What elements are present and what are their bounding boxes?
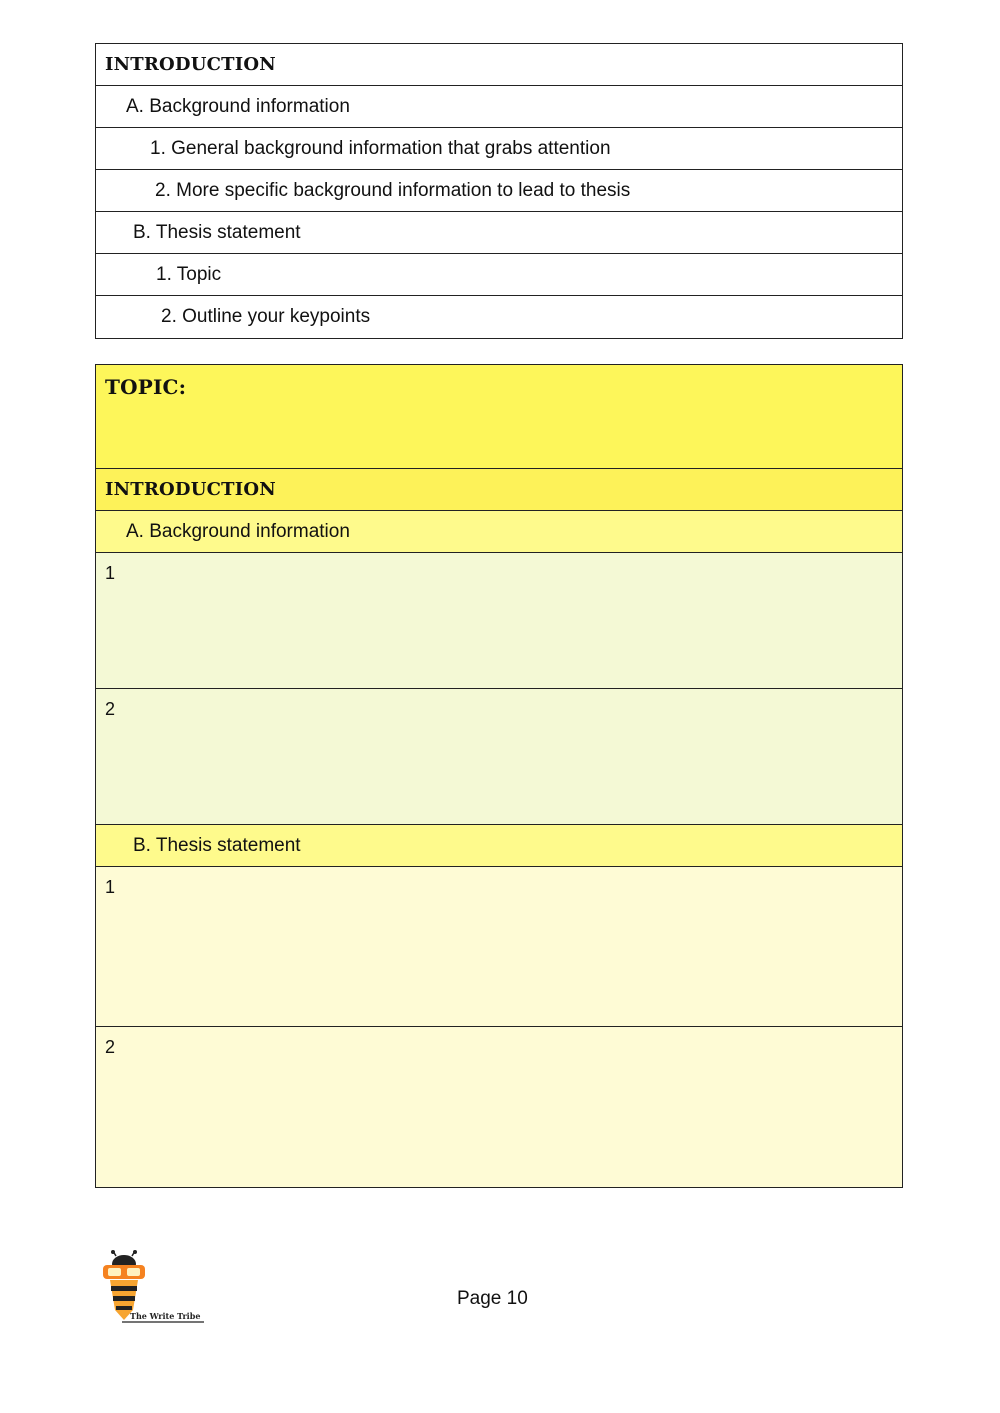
thesis-label: B. Thesis statement [96, 825, 902, 867]
outline-row-general-background: 1. General background information that grabs attention [96, 128, 902, 170]
thesis-field-1[interactable] [96, 867, 902, 1027]
background-item-number: 1 [105, 563, 116, 583]
outline-row-thesis: B. Thesis statement [96, 212, 902, 254]
outline-row-topic: 1. Topic [96, 254, 902, 296]
logo-text: The Write Tribe [130, 1311, 201, 1321]
thesis-field-2[interactable] [96, 1027, 902, 1187]
background-label: A. Background information [96, 511, 902, 553]
outline-row-keypoints: 2. Outline your keypoints [161, 306, 371, 327]
outline-heading: INTRODUCTION [96, 44, 902, 86]
outline-row-specific-background: 2. More specific background information to lead to thesis [96, 170, 902, 212]
outline-table [95, 43, 903, 339]
thesis-item-number: 1 [105, 877, 116, 897]
background-item-number: 2 [105, 699, 116, 719]
worksheet-table [95, 364, 903, 1188]
background-field-2[interactable] [96, 689, 902, 825]
page-number: Page 10 [457, 1288, 528, 1309]
outline-row-background: A. Background information [96, 86, 902, 128]
thesis-item-number: 2 [105, 1037, 116, 1057]
topic-field[interactable] [96, 365, 902, 469]
intro-heading: INTRODUCTION [96, 469, 902, 511]
background-field-1[interactable] [96, 553, 902, 689]
topic-label: TOPIC: [105, 375, 187, 399]
